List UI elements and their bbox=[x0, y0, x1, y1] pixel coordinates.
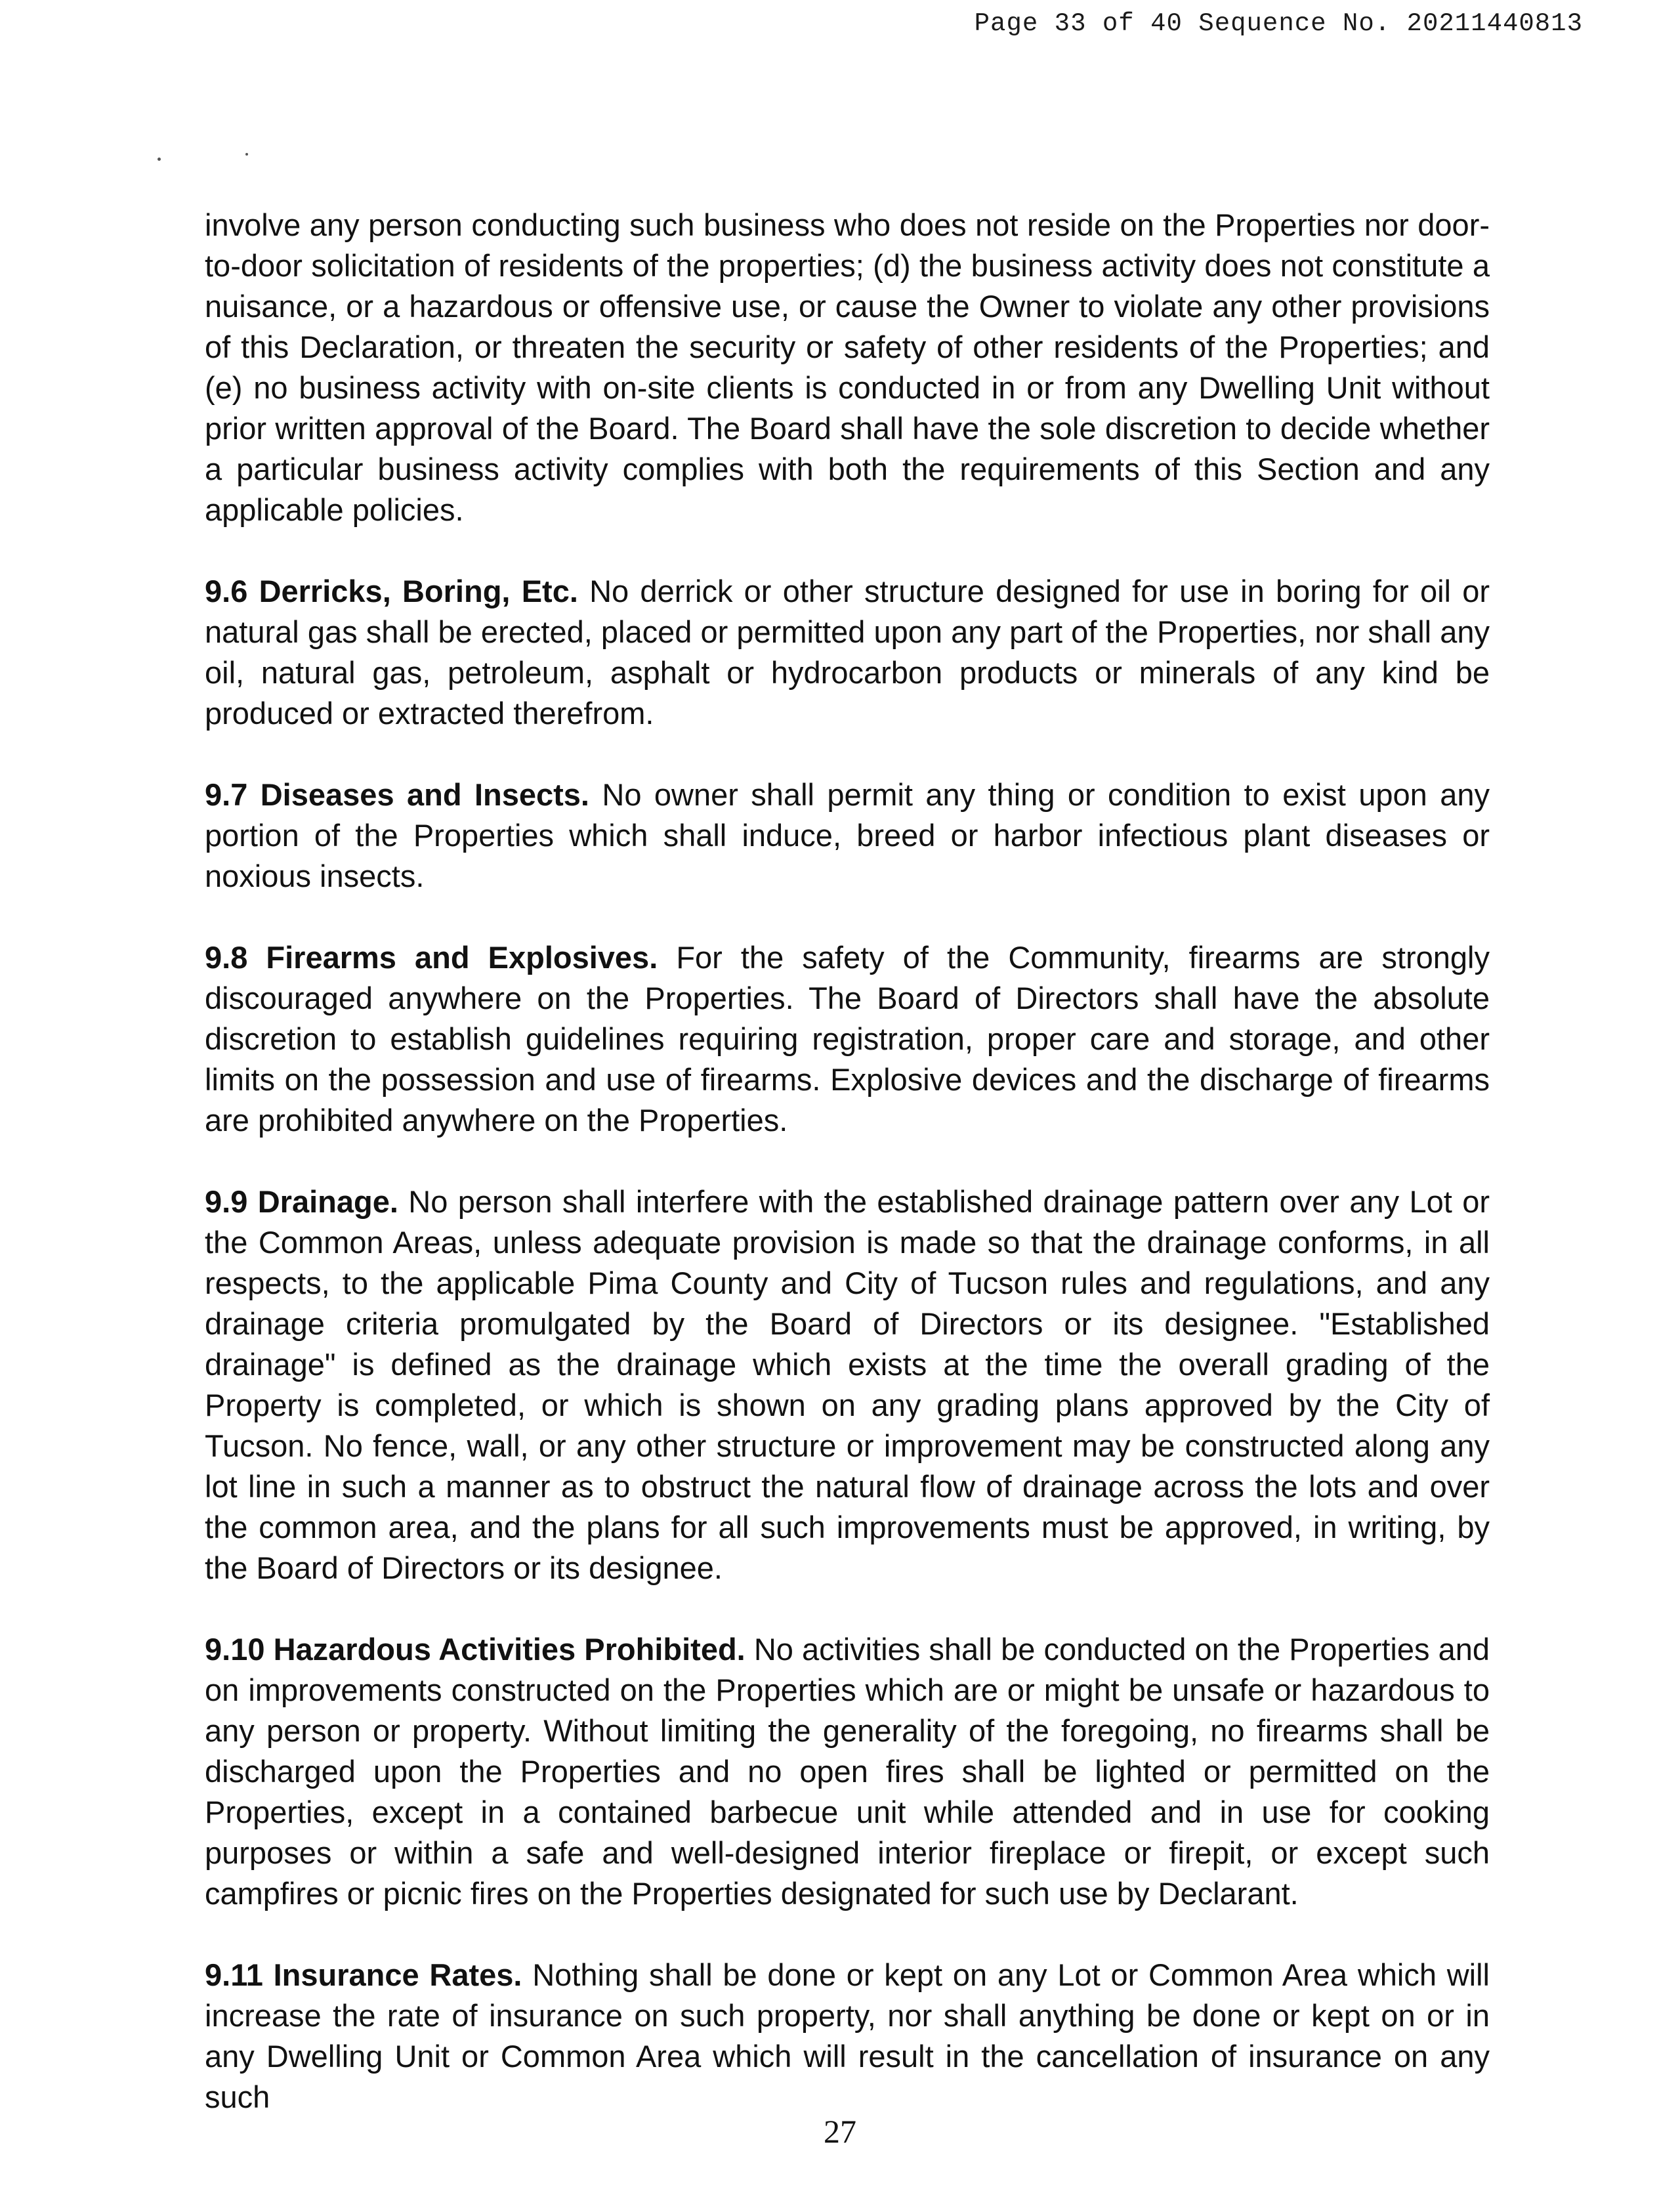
paragraph-text: No activities shall be conducted on the Properties and on improvements constructed on the Properties which are or might be unsafe or hazardous to any person or property. Without limiting the generality of the foregoing, no firearms shall be discharged upon the Properties and no open fires shall be lighted or permitted on the Properties, except in a contained barbecue unit while attended and in use for cooking purposes or within a safe and well-designed interior fireplace or firepit, or except such campfires or picnic fires on the Properties designated for such use by Declarant. bbox=[205, 1632, 1490, 1911]
section-heading: 9.8 Firearms and Explosives. bbox=[205, 940, 658, 975]
paragraph-text: No owner shall permit any thing or condition to exist upon any portion of the Properties which shall induce, breed or harbor infectious plant diseases or noxious insects. bbox=[205, 777, 1490, 893]
paragraph-text: Nothing shall be done or kept on any Lot or Common Area which will increase the rate of insurance on such property, nor shall anything be done or kept on or in any Dwelling Unit or Common Area which will result in the cancellation of insurance on any such bbox=[205, 1957, 1490, 2114]
paragraph-derricks-boring bbox=[205, 571, 1490, 734]
document-body bbox=[205, 205, 1490, 2158]
section-heading: 9.9 Drainage. bbox=[205, 1184, 398, 1219]
page-sequence-header: Page 33 of 40 Sequence No. 20211440813 bbox=[974, 9, 1583, 38]
page-number: 27 bbox=[824, 2113, 856, 2150]
paragraph-insurance-rates bbox=[205, 1955, 1490, 2118]
section-heading: 9.11 Insurance Rates. bbox=[205, 1957, 522, 1992]
paragraph-text: No derrick or other structure designed for use in boring for oil or natural gas shall be erected, placed or permitted upon any part of the Properties, nor shall any oil, natural gas, petroleum, asphalt or hydrocarbon products or minerals of any kind be produced or extracted therefrom. bbox=[205, 574, 1490, 731]
paragraph-business-activity bbox=[205, 205, 1490, 530]
paragraph-text: involve any person conducting such business who does not reside on the Properties nor door-to-door solicitation of residents of the properties; (d) the business activity does not constitute a nuisance, or a hazardous or offensive use, or cause the Owner to violate any other provisions of this Declaration, or threaten the security or safety of other residents of the Properties; and (e) no business activity with on-site clients is conducted in or from any Dwelling Unit without prior written approval of the Board. The Board shall have the sole discretion to decide whether a particular business activity complies with both the requirements of this Section and any applicable policies. bbox=[205, 207, 1490, 527]
scan-speck bbox=[158, 158, 161, 161]
paragraph-hazardous-activities bbox=[205, 1629, 1490, 1914]
scan-speck bbox=[245, 153, 248, 156]
section-heading: 9.6 Derricks, Boring, Etc. bbox=[205, 574, 578, 608]
paragraph-text: For the safety of the Community, firearms are strongly discouraged anywhere on the Properties. The Board of Directors shall have the absolute discretion to establish guidelines requiring registration, proper care and storage, and other limits on the possession and use of firearms. Explosive devices and the discharge of firearms are prohibited anywhere on the Properties. bbox=[205, 940, 1490, 1138]
paragraph-drainage bbox=[205, 1182, 1490, 1588]
paragraph-firearms-explosives bbox=[205, 937, 1490, 1141]
section-heading: 9.10 Hazardous Activities Prohibited. bbox=[205, 1632, 746, 1667]
paragraph-text: No person shall interfere with the established drainage pattern over any Lot or the Common Areas, unless adequate provision is made so that the drainage conforms, in all respects, to the applicable Pima County and City of Tucson rules and regulations, and any drainage criteria promulgated by the Board of Directors or its designee. "Established drainage" is defined as the drainage which exists at the time the overall grading of the Property is completed, or which is shown on any grading plans approved by the City of Tucson. No fence, wall, or any other structure or improvement may be constructed along any lot line in such a manner as to obstruct the natural flow of drainage across the lots and over the common area, and the plans for all such improvements must be approved, in writing, by the Board of Directors or its designee. bbox=[205, 1184, 1490, 1585]
paragraph-diseases-insects bbox=[205, 775, 1490, 897]
section-heading: 9.7 Diseases and Insects. bbox=[205, 777, 589, 812]
